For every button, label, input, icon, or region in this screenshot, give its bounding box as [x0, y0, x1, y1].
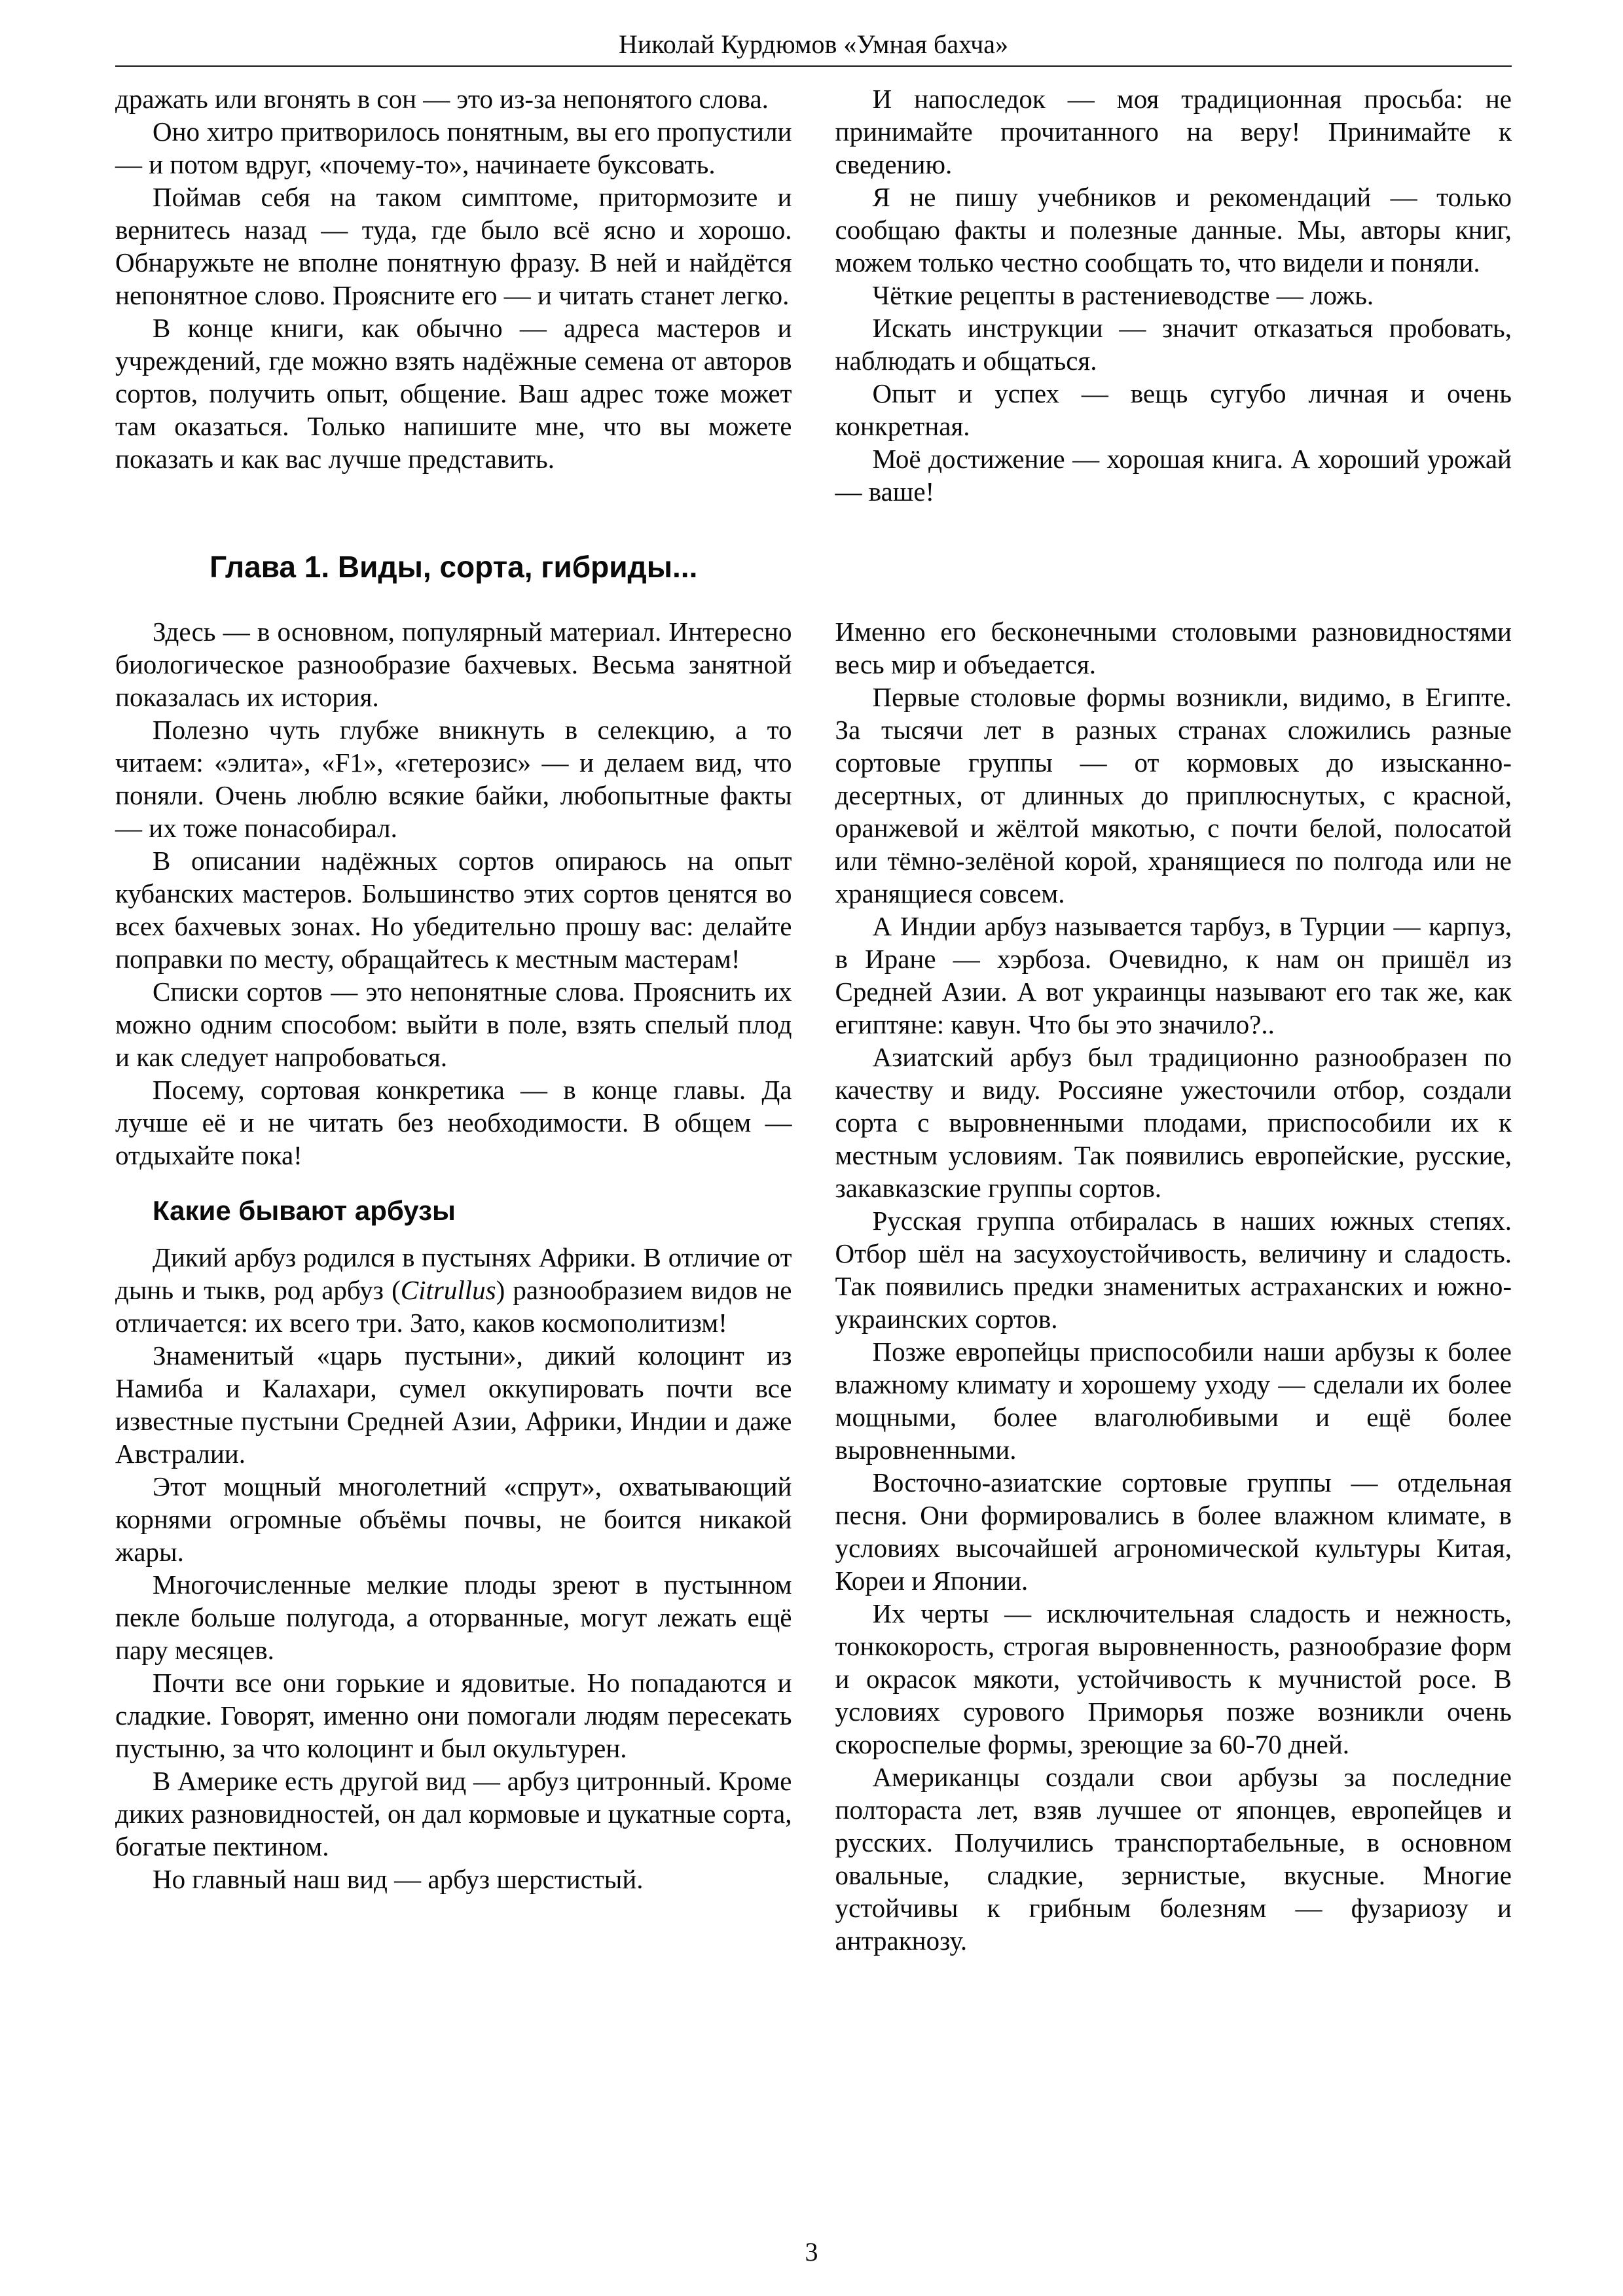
- page-header: [115, 29, 1512, 67]
- paragraph: Именно его бесконечными столовыми разновидностями весь мир и объедается.: [835, 617, 1512, 679]
- paragraph: Первые столовые формы возникли, видимо, в Египте. За тысячи лет в разных странах сложились разные сортовые группы — от кормовых до изысканно-десертных, от длинных до приплюснутых, с красной, оранжевой и жёлтой мякотью, с почти белой, полосатой или тёмно-зелёной корой, хранящиеся по полгода или не хранящиеся совсем.: [835, 682, 1512, 908]
- heading-spacer: [835, 508, 1512, 615]
- header-rule: [115, 65, 1512, 67]
- paragraph: Я не пишу учебников и рекомендаций — только сообщаю факты и полезные данные. Мы, авторы книг, можем только честно сообщать то, что видели и поняли.: [835, 182, 1512, 278]
- paragraph: Посему, сортовая конкретика — в конце главы. Да лучше её и не читать без необходимости. В общем — отдыхайте пока!: [115, 1075, 792, 1170]
- paragraph: Азиатский арбуз был традиционно разнообразен по качеству и виду. Россияне ужесточили отбор, создали сорта с выровненными плодами, приспособили их к местным условиям. Так появились европейские, русские, закавказские группы сортов.: [835, 1042, 1512, 1203]
- paragraph: Русская группа отбиралась в наших южных степях. Отбор шёл на засухоустойчивость, величину и сладость. Так появились предки знаменитых астраханских и южно-украинских сортов.: [835, 1206, 1512, 1334]
- chapter-right-column: [835, 615, 1512, 1957]
- paragraph: Здесь — в основном, популярный материал. Интересно биологическое разнообразие бахчевых. Весьма занятной показалась их история.: [115, 617, 792, 712]
- paragraph: Позже европейцы приспособили наши арбузы к более влажному климату и хорошему уходу — сделали их более мощными, более влаголюбивыми и ещё более выровненными.: [835, 1336, 1512, 1465]
- latin-species-name: Citrullus: [400, 1275, 496, 1305]
- chapter-heading: Глава 1. Виды, сорта, гибриды...: [210, 550, 698, 584]
- paragraph: Восточно-азиатские сортовые группы — отдельная песня. Они формировались в более влажном климате, в условиях высочайшей агрономической культуры Китая, Кореи и Японии.: [835, 1467, 1512, 1596]
- intro-section: [115, 82, 1512, 508]
- paragraph: Их черты — исключительная сладость и нежность, тонкокорость, строгая выровненность, разнообразие форм и окрасок мякоти, устойчивость к мучнистой росе. В условиях сурового Приморья позже возникли очень скороспелые формы, зреющие за 60-70 дней.: [835, 1598, 1512, 1759]
- paragraph: Многочисленные мелкие плоды зреют в пустынном пекле больше полугода, а оторванные, могут лежать ещё пару месяцев.: [115, 1570, 792, 1665]
- chapter-heading-row: [115, 508, 1512, 615]
- intro-right-column: [835, 82, 1512, 508]
- paragraph: Чёткие рецепты в растениеводстве — ложь.: [872, 280, 1374, 310]
- paragraph: В Америке есть другой вид — арбуз цитронный. Кроме диких разновидностей, он дал кормовые и цукатные сорта, богатые пектином.: [115, 1766, 792, 1861]
- paragraph: Полезно чуть глубже вникнуть в селекцию, а то читаем: «элита», «F1», «гетерозис» — и делаем вид, что поняли. Очень люблю всякие байки, любопытные факты — их тоже понасобирал.: [115, 715, 792, 843]
- intro-left-column: [115, 82, 792, 508]
- paragraph-text: Дикий арбуз родился в пустынях Африки. В отличие от дынь и тыкв, род арбуз (: [115, 1242, 792, 1305]
- running-head-title: Николай Курдюмов «Умная бахча»: [619, 29, 1008, 59]
- paragraph: [115, 1241, 792, 1339]
- paragraph-text: ) разнообразием видов не отличается: их всего три. Зато, каков космополитизм!: [115, 1275, 792, 1338]
- paragraph: Опыт и успех — вещь сугубо личная и очень конкретная.: [835, 378, 1512, 441]
- paragraph: Почти все они горькие и ядовитые. Но попадаются и сладкие. Говорят, именно они помогали людям пересекать пустыню, за что колоцинт и был окультурен.: [115, 1668, 792, 1763]
- paragraph: Этот мощный многолетний «спрут», охватывающий корнями огромные объёмы почвы, не боится никакой жары.: [115, 1471, 792, 1567]
- page-body: [115, 82, 1512, 1957]
- paragraph: Американцы создали свои арбузы за последние полтораста лет, взяв лучшее от японцев, европейцев и русских. Получились транспортабельные, в основном овальные, сладкие, зернистые, вкусные. Многие устойчивы к грибным болезням — фузариозу и антракнозу.: [835, 1762, 1512, 1956]
- paragraph: Поймав себя на таком симптоме, притормозите и вернитесь назад — туда, где было всё ясно и хорошо. Обнаружьте не вполне понятную фразу. В ней и найдётся непонятное слово. Проясните его — и читать станет легко.: [115, 182, 792, 310]
- section-subheading: Какие бывают арбузы: [153, 1195, 456, 1226]
- paragraph: А Индии арбуз называется тарбуз, в Турции — карпуз, в Иране — хэрбоза. Очевидно, к нам он пришёл из Средней Азии. А вот украинцы называют его так же, как египтяне: кавун. Что бы это значило?..: [835, 911, 1512, 1039]
- paragraph: Моё достижение — хорошая книга. А хороший урожай — ваше!: [835, 444, 1512, 507]
- paragraph: В конце книги, как обычно — адреса мастеров и учреждений, где можно взять надёжные семена от авторов сортов, получить опыт, общение. Ваш адрес тоже может там оказаться. Только напишите мне, что вы можете показать и как вас лучше представить.: [115, 313, 792, 474]
- paragraph: Знаменитый «царь пустыни», дикий колоцинт из Намиба и Калахари, сумел оккупировать почти все известные пустыни Средней Азии, Африки, Индии и даже Австралии.: [115, 1340, 792, 1469]
- paragraph: В описании надёжных сортов опираюсь на опыт кубанских мастеров. Большинство этих сортов ценятся во всех бахчевых зонах. Но убедительно прошу вас: делайте поправки по месту, обращайтесь к местным мастерам!: [115, 846, 792, 974]
- page-number: 3: [805, 2237, 818, 2267]
- chapter-section: [115, 615, 1512, 1957]
- paragraph: И напоследок — моя традиционная просьба: не принимайте прочитанного на веру! Принимайте к сведению.: [835, 84, 1512, 179]
- paragraph: Оно хитро притворилось понятным, вы его пропустили — и потом вдруг, «почему-то», начинаете буксовать.: [115, 117, 792, 179]
- paragraph: дражать или вгонять в сон — это из-за непонятого слова.: [115, 84, 769, 114]
- paragraph: Списки сортов — это непонятные слова. Прояснить их можно одним способом: выйти в поле, взять спелый плод и как следует напробоваться.: [115, 977, 792, 1072]
- chapter-left-column: [115, 615, 792, 1957]
- paragraph: Но главный наш вид — арбуз шерстистый.: [153, 1864, 644, 1894]
- paragraph: Искать инструкции — значит отказаться пробовать, наблюдать и общаться.: [835, 313, 1512, 376]
